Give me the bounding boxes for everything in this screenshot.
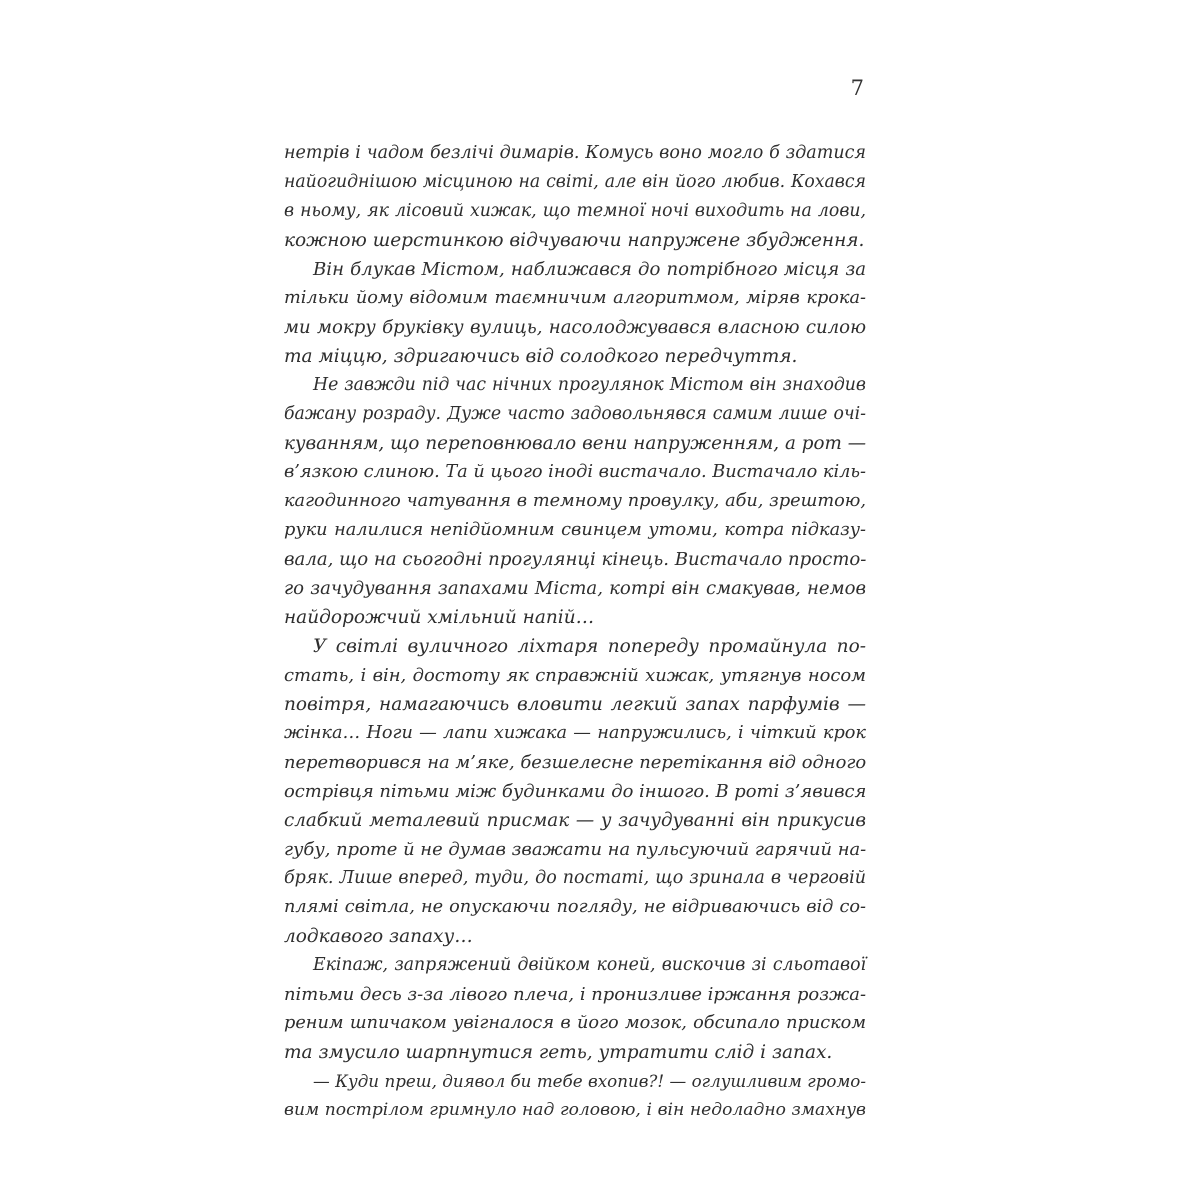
page-number: 7 [850, 76, 864, 100]
text-line: У світлі вуличного ліхтаря попереду промайнула по- [313, 636, 866, 657]
text-line: ми мокру бруківку вулиць, насолоджувався власною силою [284, 317, 866, 338]
text-line: вала, що на сьогодні прогулянці кінець. Вистачало просто- [284, 549, 867, 570]
text-line: вим пострілом гримнуло над головою, і він недоладно змахнув [284, 1100, 866, 1120]
text-line: кожною шерстинкою відчуваючи напружене збудження. [284, 230, 865, 251]
text-line: та міццю, здригаючись від солодкого передчуття. [284, 346, 798, 367]
body-text [284, 139, 866, 1125]
text-line: руки налилися непідйомним свинцем утоми, котра підказу- [284, 520, 866, 540]
text-line: го зачудування запахами Міста, котрі він смакував, немов [284, 578, 866, 599]
text-line: нетрів і чадом безлічі димарів. Комусь воно могло б здатися [284, 143, 866, 163]
text-line: повітря, намагаючись вловити легкий запах парфумів — [284, 694, 866, 715]
text-line: в’язкою слиною. Та й цього іноді вистачало. Вистачало кіль- [284, 462, 867, 482]
text-line: Він блукав Містом, наближався до потрібного місця за [313, 259, 866, 280]
text-line: Екіпаж, запряжений двійком коней, вискочив зі сльотавої [313, 955, 866, 975]
text-line: бажану розраду. Дуже часто задовольнявся самим лише очі- [284, 404, 866, 424]
text-line: бряк. Лише вперед, туди, до постаті, що зринала в черговій [284, 868, 866, 888]
text-line: Не завжди під час нічних прогулянок Містом він знаходив [313, 375, 866, 395]
text-line: — Куди преш, диявол би тебе вхопив?! — оглушливим громо- [313, 1071, 866, 1091]
text-line: пітьми десь з-за лівого плеча, і пронизливе іржання розжа- [284, 984, 866, 1005]
text-line: куванням, що переповнювало вени напруженням, а рот — [284, 433, 866, 454]
text-line: найогиднішою місциною на світі, але він його любив. Кохався [284, 172, 866, 192]
text-line: жінка… Ноги — лапи хижака — напружились, і чіткий крок [284, 723, 866, 743]
text-line: острівця пітьми між будинками до іншого. В роті з’явився [284, 781, 867, 802]
text-line: тільки йому відомим таємничим алгоритмом, міряв крока- [284, 288, 866, 308]
text-line: стать, і він, достоту як справжній хижак, утягнув носом [284, 665, 866, 686]
text-line: перетворився на м’яке, безшелесне перетікання від одного [284, 752, 867, 773]
text-line: лодкавого запаху… [284, 926, 473, 947]
text-line: реним шпичаком увігналося в його мозок, обсипало приском [284, 1013, 866, 1033]
text-line: слабкий металевий присмак — у зачудуванні він прикусив [284, 810, 866, 831]
text-line: в ньому, як лісовий хижак, що темної ночі виходить на лови, [284, 201, 866, 221]
text-line: та змусило шарпнутися геть, утратити слід і запах. [284, 1042, 833, 1063]
text-line: плямі світла, не опускаючи погляду, не відриваючись від со- [284, 897, 866, 917]
text-line: найдорожчий хмільний напій… [284, 607, 595, 628]
text-line: губу, проте й не думав зважати на пульсуючий гарячий на- [284, 839, 867, 860]
text-line: кагодинного чатування в темному провулку, аби, зрештою, [284, 491, 866, 511]
